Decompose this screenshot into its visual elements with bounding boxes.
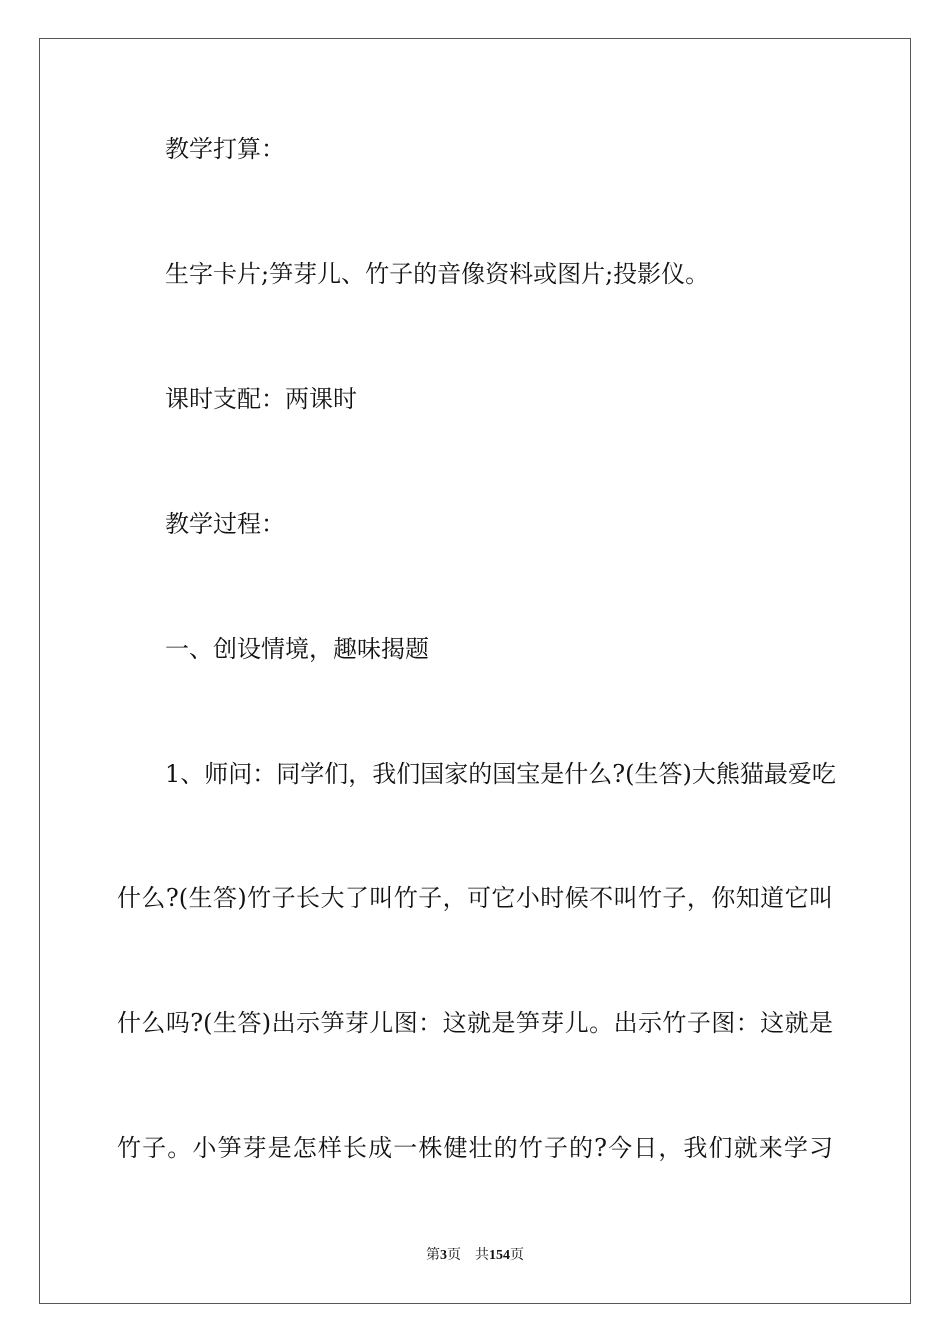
page-number: 3: [440, 1248, 447, 1263]
page-suffix: 页: [447, 1248, 461, 1263]
step-one-heading: 一、创设情境，趣味揭题: [165, 635, 429, 663]
page-prefix: 第: [426, 1248, 440, 1263]
page-footer: [0, 1246, 950, 1266]
total-pages: 154: [489, 1248, 510, 1263]
preparation-materials: 生字卡片;笋芽儿、竹子的音像资料或图片;投影仪。: [165, 260, 710, 288]
paragraph-line: 什么?(生答)竹子长大了叫竹子，可它小时候不叫竹子，你知道它叫: [117, 884, 833, 912]
paragraph-line: 竹子。小笋芽是怎样长成一株健壮的竹子的?今日，我们就来学习: [117, 1134, 833, 1162]
total-suffix: 页: [510, 1248, 524, 1263]
section-heading-preparation: 教学打算：: [165, 135, 285, 163]
page-border: [39, 38, 911, 1304]
paragraph-line: 什么吗?(生答)出示笋芽儿图：这就是笋芽儿。出示竹子图：这就是: [117, 1009, 833, 1037]
paragraph-line: 1、师问：同学们，我们国家的国宝是什么?(生答)大熊猫最爱吃: [165, 760, 836, 788]
lesson-hours: 课时支配：两课时: [165, 385, 357, 413]
total-prefix: 共: [475, 1248, 489, 1263]
section-heading-process: 教学过程：: [165, 510, 285, 538]
